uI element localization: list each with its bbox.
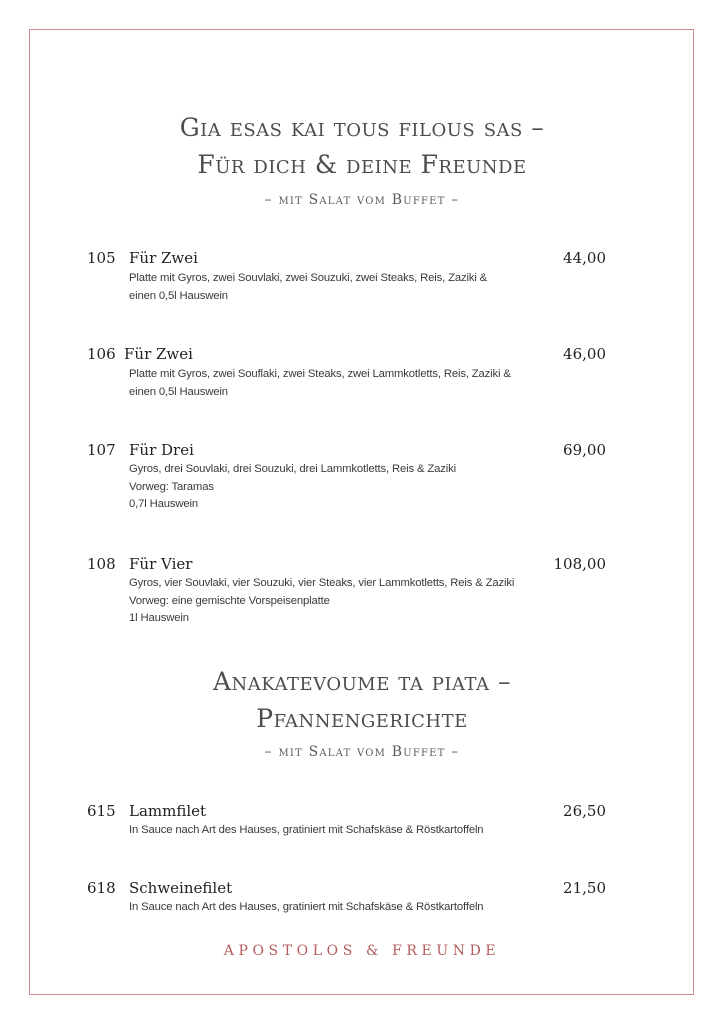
item-number: 108: [87, 555, 116, 573]
section1-title-line2: Für dich & deine Freunde: [197, 150, 527, 179]
item-price: 69,00: [563, 441, 606, 459]
section1-title-line1: Gia esas kai tous filous sas –: [179, 113, 545, 142]
item-description: [129, 270, 487, 305]
item-description: [129, 822, 483, 840]
description-line: Vorweg: Taramas: [129, 480, 214, 493]
description-line: Gyros, drei Souvlaki, drei Souzuki, drei Lammkotletts, Reis & Zaziki: [129, 463, 456, 475]
description-line: Platte mit Gyros, zwei Souvlaki, zwei Souzuki, zwei Steaks, Reis, Zaziki &: [129, 272, 488, 284]
section1-subtitle: – mit Salat vom Buffet –: [264, 192, 460, 208]
description-line: Gyros, vier Souvlaki, vier Souzuki, vier Steaks, vier Lammkotletts, Reis & Zaziki: [129, 577, 515, 589]
item-price: 108,00: [553, 555, 606, 573]
item-number: 615: [87, 802, 116, 820]
item-price: 46,00: [563, 345, 606, 363]
item-description: [129, 461, 456, 514]
description-line: einen 0,5l Hauswein: [129, 385, 228, 398]
description-line: Platte mit Gyros, zwei Souflaki, zwei Steaks, zwei Lammkotletts, Reis, Zaziki &: [129, 368, 511, 380]
item-price: 21,50: [563, 879, 606, 897]
item-number: 106: [87, 345, 116, 363]
item-name: Für Drei: [129, 441, 194, 459]
item-name: Lammfilet: [129, 802, 207, 820]
item-description: [129, 366, 511, 401]
section2-title-line2: Pfannengerichte: [256, 704, 468, 733]
description-line: Vorweg: eine gemischte Vorspeisenplatte: [129, 594, 330, 607]
item-name: Für Zwei: [124, 345, 193, 363]
item-name: Schweinefilet: [129, 879, 233, 897]
item-description: [129, 575, 514, 628]
item-name: Für Zwei: [129, 249, 198, 267]
description-line: In Sauce nach Art des Hauses, gratiniert mit Schafskäse & Röstkartoffeln: [129, 901, 484, 913]
section2-title-line1: Anakatevoume ta piata –: [213, 667, 511, 696]
description-line: In Sauce nach Art des Hauses, gratiniert mit Schafskäse & Röstkartoffeln: [129, 824, 484, 836]
item-price: 26,50: [563, 802, 606, 820]
section2-subtitle: – mit Salat vom Buffet –: [264, 744, 460, 760]
item-number: 618: [87, 879, 116, 897]
description-line: 0,7l Hauswein: [129, 498, 199, 510]
footer-brand: APOSTOLOS & FREUNDE: [223, 943, 501, 959]
description-line: einen 0,5l Hauswein: [129, 289, 228, 302]
item-number: 105: [87, 249, 116, 267]
item-description: [129, 899, 483, 917]
item-name: Für Vier: [129, 555, 193, 573]
item-number: 107: [87, 441, 116, 459]
description-line: 1l Hauswein: [129, 612, 189, 624]
item-price: 44,00: [563, 249, 606, 267]
